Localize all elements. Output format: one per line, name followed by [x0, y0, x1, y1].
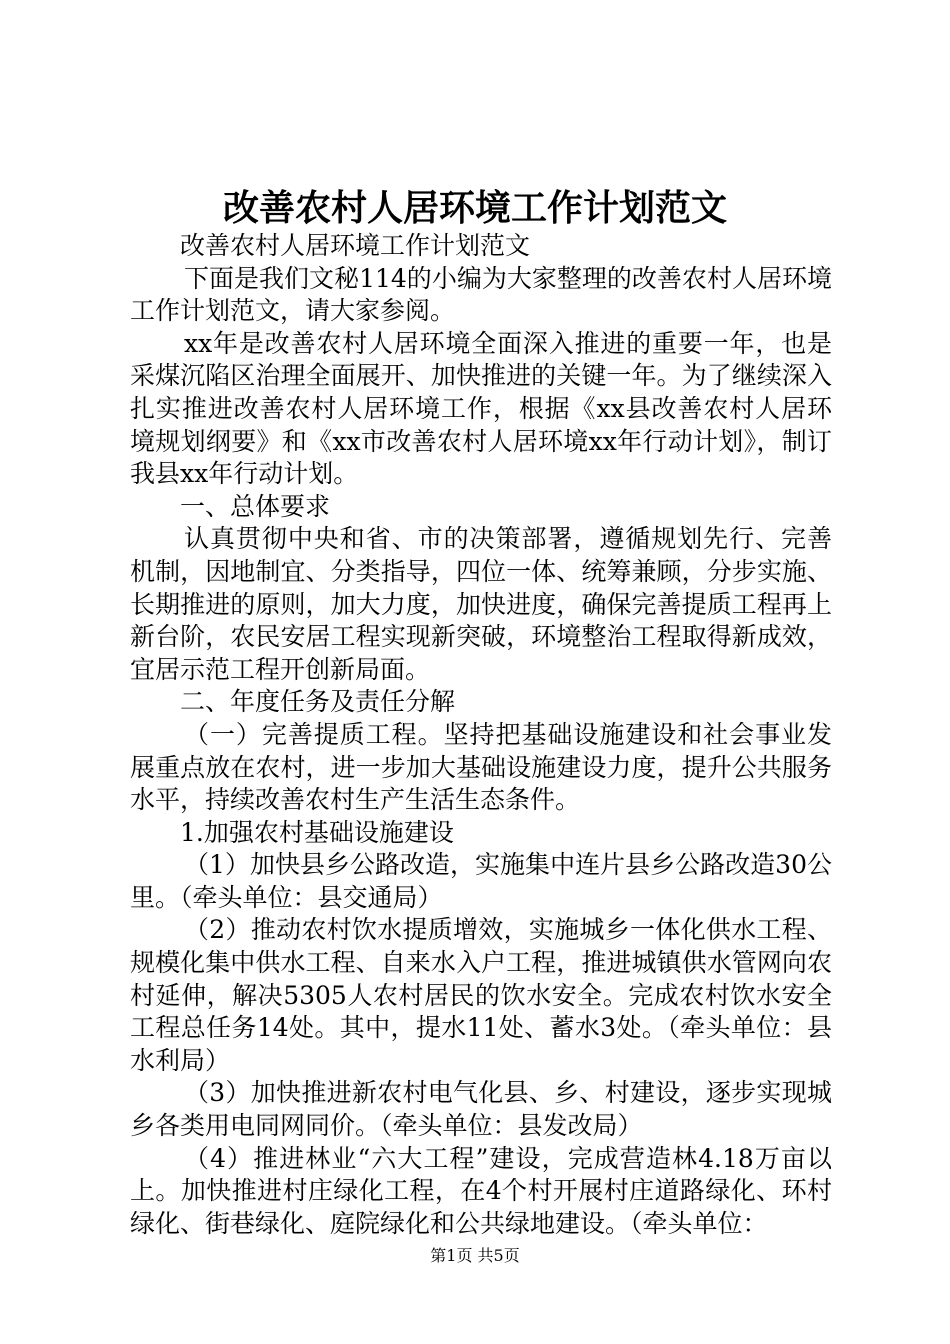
section-heading-1: 一、总体要求	[180, 491, 331, 521]
document-title: 改善农村人居环境工作计划范文	[222, 187, 727, 229]
paragraph-requirements: 认真贯彻中央和省、市的决策部署，遵循规划先行、完善机制，因地制宜、分类指导，四位一体、统筹兼顾，分步实施、长期推进的原则，加大力度，加快进度，确保完善提质工程再上新台阶，农民安居工程实现新突破，环境整治工程取得新成效，宜居示范工程开创新局面。	[130, 524, 832, 684]
list-item-2: （2）推动农村饮水提质增效，实施城乡一体化供水工程、规模化集中供水工程、自来水入户工程，推进城镇供水管网向农村延伸，解决5305人农村居民的饮水安全。完成农村饮水安全工程总任务14处。其中，提水11处、蓄水3处。（牵头单位：县水利局）	[130, 915, 832, 1075]
subsection-heading-1: 1.加强农村基础设施建设	[180, 817, 454, 847]
paragraph-subtitle: 改善农村人居环境工作计划范文	[180, 231, 531, 260]
section-heading-2: 二、年度任务及责任分解	[180, 687, 456, 717]
paragraph-task-1: （一）完善提质工程。坚持把基础设施建设和社会事业发展重点放在农村，进一步加大基础设施建设力度，提升公共服务水平，持续改善农村生产生活生态条件。	[130, 719, 832, 815]
paragraph-intro: 下面是我们文秘114的小编为大家整理的改善农村人居环境工作计划范文，请大家参阅。	[130, 263, 832, 326]
list-item-4: （4）推进林业“六大工程”建设，完成营造林4.18万亩以上。加快推进村庄绿化工程，在4个村开展村庄道路绿化、环村绿化、街巷绿化、庭院绿化和公共绿地建设。（牵头单位：	[130, 1143, 832, 1238]
paragraph-background: xx年是改善农村人居环境全面深入推进的重要一年，也是采煤沉陷区治理全面展开、加快推进的关键一年。为了继续深入扎实推进改善农村人居环境工作，根据《xx县改善农村人居环境规划纲要》和《xx市改善农村人居环境xx年行动计划》，制订我县xx年行动计划。	[130, 328, 832, 489]
list-item-3: （3）加快推进新农村电气化县、乡、村建设，逐步实现城乡各类用电同网同价。（牵头单位：县发改局）	[130, 1078, 832, 1141]
list-item-1: （1）加快县乡公路改造，实施集中连片县乡公路改造30公里。（牵头单位：县交通局）	[130, 850, 832, 912]
document-body	[130, 230, 832, 1240]
page-footer: 第1页 共5页	[430, 1246, 520, 1265]
